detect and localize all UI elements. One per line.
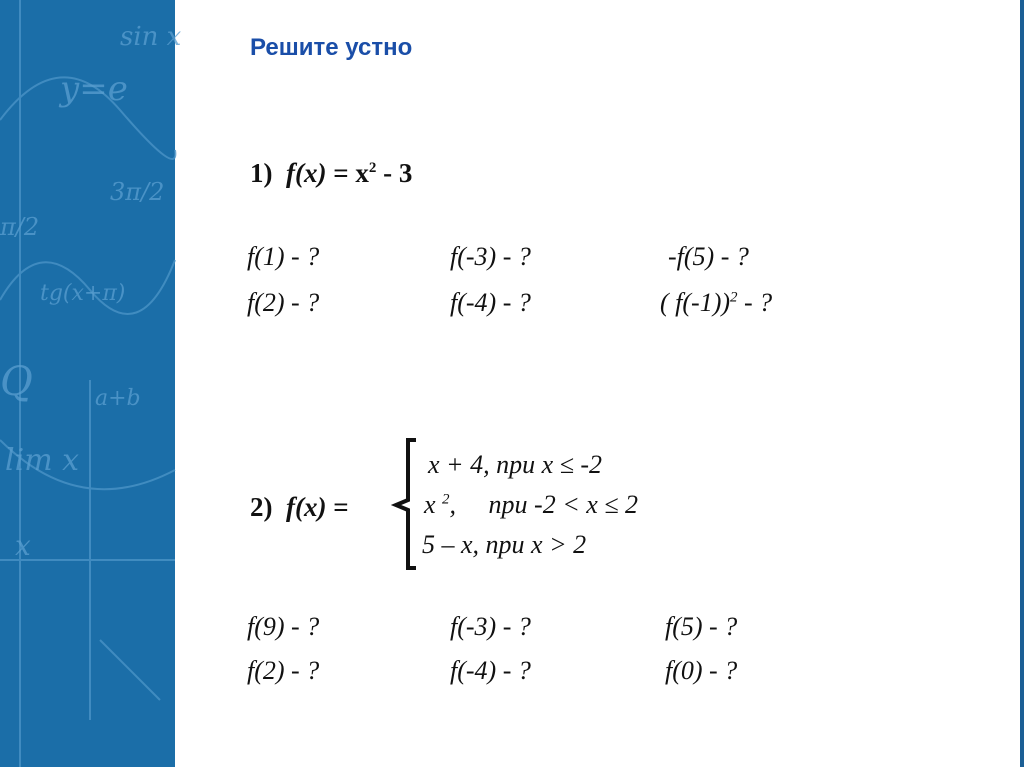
formula-text: π/2 (0, 213, 40, 241)
task2-question: f(-3) - ? (450, 612, 531, 641)
case-condition: при x ≤ -2 (496, 450, 603, 479)
formula-text: tg(x+π) (40, 281, 126, 306)
task1-question: f(-4) - ? (450, 288, 531, 317)
formula-text: 3π/2 (110, 178, 165, 206)
formula-text: sin x (120, 22, 182, 52)
task1-question: ( f(-1))$^2$ - ? (660, 288, 773, 317)
task1-function-name: f(x) (286, 158, 327, 188)
task1-exponent: 2 (368, 160, 377, 176)
task1-question: f(2) - ? (247, 288, 320, 317)
case-row (422, 530, 586, 560)
task1-rhs-tail: - 3 (376, 158, 413, 188)
task2-heading (250, 492, 349, 523)
task1-number: 1) (250, 158, 273, 188)
case-expression: x $^2$, (424, 490, 457, 519)
task2-number: 2) (250, 492, 273, 522)
case-condition: при -2 < x ≤ 2 (488, 490, 639, 519)
case-expression: x + 4, (428, 450, 490, 479)
task2-question: f(5) - ? (665, 612, 738, 641)
case-row (428, 450, 602, 480)
task2-question: f(9) - ? (247, 612, 320, 641)
case-row (424, 490, 638, 520)
task2-question: f(0) - ? (665, 656, 738, 685)
case-condition: при x > 2 (485, 530, 587, 559)
task1-heading (250, 158, 412, 189)
case-expression: 5 – x, (422, 530, 480, 559)
task1-question: f(-3) - ? (450, 242, 531, 271)
formula-text: x (15, 529, 31, 562)
formula-text: Q (0, 359, 33, 405)
task2-equals: = (333, 492, 349, 522)
task2-question: f(2) - ? (247, 656, 320, 685)
task1-rhs: = x (333, 158, 369, 188)
page-title: Решите устно (250, 34, 413, 61)
task1-question: -f(5) - ? (668, 242, 749, 271)
task2-function-name: f(x) (286, 492, 327, 522)
right-border (1020, 0, 1024, 767)
formula-text: y=e (60, 69, 128, 109)
decorative-sidebar (0, 0, 182, 767)
task2-question: f(-4) - ? (450, 656, 531, 685)
math-background-pattern (0, 0, 182, 767)
formula-text: lim x (5, 443, 80, 478)
task1-question: f(1) - ? (247, 242, 320, 271)
brace-icon (392, 438, 422, 572)
formula-text: a+b (95, 386, 141, 411)
